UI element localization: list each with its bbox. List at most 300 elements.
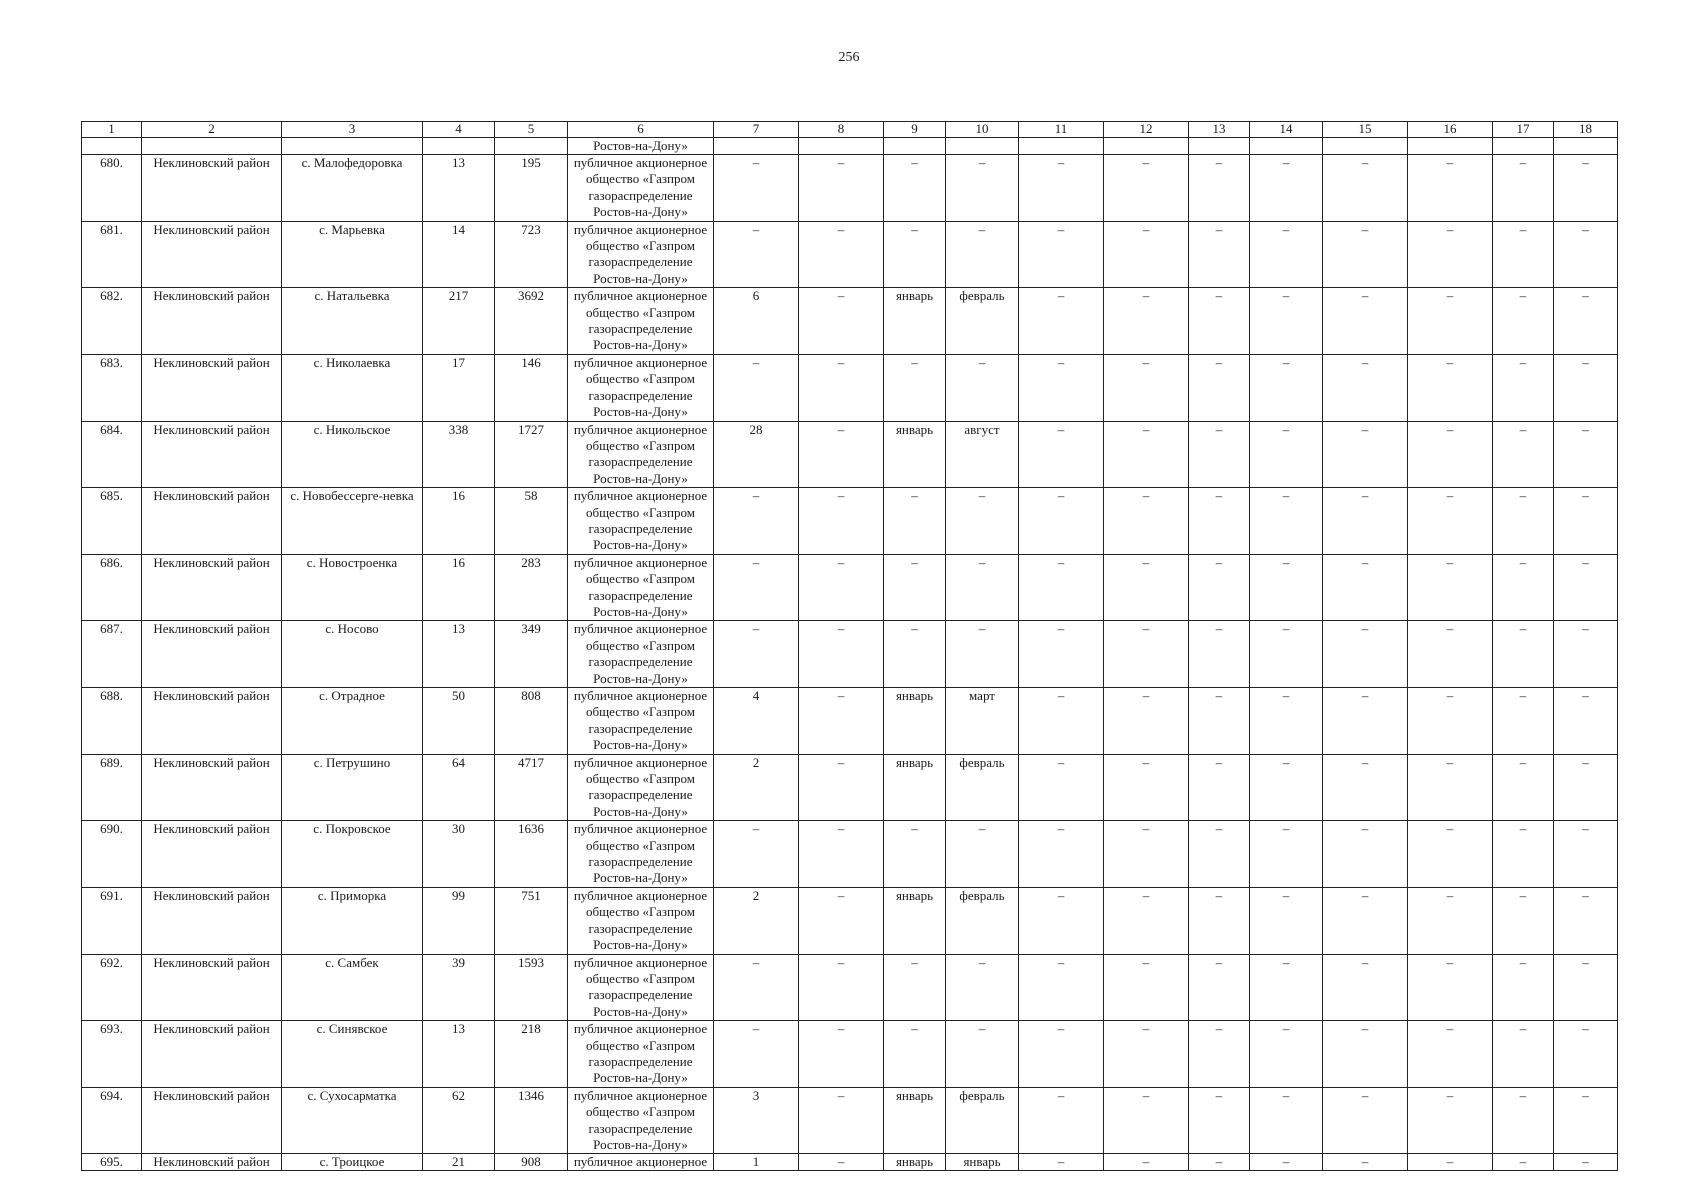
table-cell: 4717 [495, 754, 568, 821]
table-cell: – [1408, 1154, 1493, 1171]
table-cell: – [1493, 1154, 1554, 1171]
table-cell: – [1323, 155, 1408, 222]
table-cell: – [799, 1154, 884, 1171]
table-cell [1189, 138, 1250, 155]
table-cell: 691. [82, 887, 142, 954]
table-cell: – [884, 1021, 946, 1088]
table-cell: публичное акционерное общество «Газпром газораспределение Ростов-на-Дону» [568, 155, 714, 222]
table-cell: – [799, 155, 884, 222]
table-cell: март [946, 688, 1019, 755]
table-cell: – [1250, 554, 1323, 621]
column-number: 14 [1250, 122, 1323, 138]
table-cell: – [1323, 288, 1408, 355]
table-cell: 694. [82, 1087, 142, 1154]
table-cell: – [1019, 1087, 1104, 1154]
table-cell: январь [884, 1154, 946, 1171]
table-cell: 3692 [495, 288, 568, 355]
table-cell: – [1189, 1087, 1250, 1154]
table-cell: – [1189, 155, 1250, 222]
table-cell: Неклиновский район [142, 954, 282, 1021]
table-cell: – [946, 221, 1019, 288]
table-cell: – [799, 887, 884, 954]
table-cell: 688. [82, 688, 142, 755]
table-cell: 751 [495, 887, 568, 954]
table-cell: – [799, 488, 884, 555]
table-cell: – [946, 354, 1019, 421]
table-cell: 908 [495, 1154, 568, 1171]
table-cell: – [1250, 1021, 1323, 1088]
table-cell: публичное акционерное общество «Газпром газораспределение Ростов-на-Дону» [568, 754, 714, 821]
table-cell [495, 138, 568, 155]
table-cell [282, 138, 423, 155]
table-cell: – [1250, 155, 1323, 222]
table-cell: – [1104, 1021, 1189, 1088]
table-cell: – [1189, 621, 1250, 688]
table-cell: 692. [82, 954, 142, 1021]
table-row [82, 1087, 1618, 1154]
table-cell: – [1019, 554, 1104, 621]
table-cell: – [1493, 821, 1554, 888]
table-cell: – [1189, 954, 1250, 1021]
table-cell: – [1323, 488, 1408, 555]
table-cell: 21 [423, 1154, 495, 1171]
table-cell: – [1554, 1154, 1618, 1171]
table-cell: 682. [82, 288, 142, 355]
table-cell: – [799, 821, 884, 888]
table-cell: – [714, 221, 799, 288]
table-cell: – [1408, 288, 1493, 355]
table-cell: – [946, 554, 1019, 621]
table-cell: 50 [423, 688, 495, 755]
table-cell: 3 [714, 1087, 799, 1154]
table-cell: – [1019, 954, 1104, 1021]
table-cell: – [1408, 1021, 1493, 1088]
page-number: 256 [838, 50, 860, 65]
table-cell: Неклиновский район [142, 488, 282, 555]
table-cell: 16 [423, 488, 495, 555]
table-cell: – [1493, 554, 1554, 621]
table-cell: – [884, 221, 946, 288]
table-cell: январь [884, 688, 946, 755]
table-cell: февраль [946, 887, 1019, 954]
table-cell: – [1408, 621, 1493, 688]
table-cell: 62 [423, 1087, 495, 1154]
table-cell [1554, 138, 1618, 155]
table-cell: с. Сухосарматка [282, 1087, 423, 1154]
table-cell: публичное акционерное общество «Газпром газораспределение Ростов-на-Дону» [568, 621, 714, 688]
table-cell: 13 [423, 621, 495, 688]
table-cell: – [1019, 1154, 1104, 1171]
table-cell: – [1250, 354, 1323, 421]
table-cell: – [1250, 688, 1323, 755]
table-cell: с. Петрушино [282, 754, 423, 821]
table-cell: – [1250, 288, 1323, 355]
table-cell: 146 [495, 354, 568, 421]
table-cell: – [799, 954, 884, 1021]
table-cell [142, 138, 282, 155]
table-cell: январь [884, 887, 946, 954]
table-row [82, 421, 1618, 488]
column-number: 1 [82, 122, 142, 138]
table-cell: публичное акционерное общество «Газпром газораспределение Ростов-на-Дону» [568, 421, 714, 488]
table-cell: – [1104, 1087, 1189, 1154]
table-cell: – [714, 821, 799, 888]
table-cell: публичное акционерное общество «Газпром газораспределение Ростов-на-Дону» [568, 688, 714, 755]
table-cell [1104, 138, 1189, 155]
table-row [82, 155, 1618, 222]
table-cell: 14 [423, 221, 495, 288]
table-cell: 690. [82, 821, 142, 888]
table-cell: – [1493, 421, 1554, 488]
table-cell: – [1019, 621, 1104, 688]
table-cell: – [1408, 155, 1493, 222]
table-cell: с. Самбек [282, 954, 423, 1021]
table-cell [82, 138, 142, 155]
table-cell: 13 [423, 155, 495, 222]
table-cell: – [1493, 688, 1554, 755]
table-cell: – [714, 554, 799, 621]
table-cell: Неклиновский район [142, 1087, 282, 1154]
table-cell: – [946, 621, 1019, 688]
table-cell: 687. [82, 621, 142, 688]
table-cell: 1727 [495, 421, 568, 488]
table-cell: – [1250, 754, 1323, 821]
table-cell: – [1019, 821, 1104, 888]
table-cell: – [1554, 1087, 1618, 1154]
table-cell [1019, 138, 1104, 155]
table-row [82, 554, 1618, 621]
table-cell: – [714, 155, 799, 222]
table-cell: 218 [495, 1021, 568, 1088]
table-cell: – [1554, 754, 1618, 821]
table-cell: 39 [423, 954, 495, 1021]
table-cell: – [1408, 1087, 1493, 1154]
table-cell: – [1189, 1021, 1250, 1088]
table-cell [799, 138, 884, 155]
table-cell: – [1104, 1154, 1189, 1171]
table-cell: – [1493, 954, 1554, 1021]
table-cell: 28 [714, 421, 799, 488]
table-cell: – [1189, 421, 1250, 488]
table-cell: – [1554, 954, 1618, 1021]
table-cell: – [1189, 354, 1250, 421]
table-cell: – [1189, 754, 1250, 821]
table-cell: Неклиновский район [142, 554, 282, 621]
table-cell: – [1493, 221, 1554, 288]
table-cell: Неклиновский район [142, 821, 282, 888]
table-cell: – [799, 288, 884, 355]
table-row [82, 821, 1618, 888]
table-cell: – [799, 354, 884, 421]
table-cell: Неклиновский район [142, 754, 282, 821]
table-cell: – [1323, 1154, 1408, 1171]
table-cell: с. Троицкое [282, 1154, 423, 1171]
table-cell: – [1250, 821, 1323, 888]
table-cell: публичное акционерное общество «Газпром газораспределение Ростов-на-Дону» [568, 354, 714, 421]
table-cell: – [1250, 621, 1323, 688]
table-row [82, 754, 1618, 821]
table-cell: – [1554, 155, 1618, 222]
table-cell: – [1408, 954, 1493, 1021]
table-cell: 99 [423, 887, 495, 954]
table-cell: 723 [495, 221, 568, 288]
table-cell: – [1104, 488, 1189, 555]
table-cell: январь [884, 288, 946, 355]
table-cell: – [1019, 1021, 1104, 1088]
table-cell: 30 [423, 821, 495, 888]
table-cell: – [1554, 887, 1618, 954]
table-cell: – [1104, 688, 1189, 755]
table-cell: 693. [82, 1021, 142, 1088]
table-cell: Неклиновский район [142, 887, 282, 954]
table-cell: – [1104, 554, 1189, 621]
table-cell: публичное акционерное общество «Газпром газораспределение Ростов-на-Дону» [568, 221, 714, 288]
table-cell: 680. [82, 155, 142, 222]
table-cell: – [1104, 155, 1189, 222]
table-cell: – [1104, 954, 1189, 1021]
column-number: 18 [1554, 122, 1618, 138]
table-cell: 1636 [495, 821, 568, 888]
table-row [82, 488, 1618, 555]
table-cell: – [1323, 887, 1408, 954]
table-cell: публичное акционерное общество «Газпром газораспределение Ростов-на-Дону» [568, 1087, 714, 1154]
table-cell: – [714, 488, 799, 555]
table-cell: – [1104, 354, 1189, 421]
table-cell: – [1189, 688, 1250, 755]
table-cell: 686. [82, 554, 142, 621]
table-cell: 685. [82, 488, 142, 555]
continuation-row [82, 138, 1618, 155]
table-body [82, 122, 1618, 1171]
table-cell: 6 [714, 288, 799, 355]
column-number: 12 [1104, 122, 1189, 138]
table-cell: – [1104, 421, 1189, 488]
table-cell: 689. [82, 754, 142, 821]
table-cell: – [799, 421, 884, 488]
table-cell [1493, 138, 1554, 155]
table-cell: с. Новостроенка [282, 554, 423, 621]
table-cell: с. Новобессерге-невка [282, 488, 423, 555]
table-cell [1250, 138, 1323, 155]
table-cell: – [1408, 488, 1493, 555]
table-row [82, 954, 1618, 1021]
table-cell: – [714, 1021, 799, 1088]
table-cell: январь [884, 1087, 946, 1154]
table-row [82, 1154, 1618, 1171]
table-cell: – [1250, 421, 1323, 488]
table-cell: – [1554, 421, 1618, 488]
table-cell: – [1408, 354, 1493, 421]
table-cell [1323, 138, 1408, 155]
table-cell: – [1104, 621, 1189, 688]
table-row [82, 221, 1618, 288]
table-cell: – [714, 621, 799, 688]
column-number: 16 [1408, 122, 1493, 138]
table-cell: февраль [946, 754, 1019, 821]
table-cell: – [1019, 221, 1104, 288]
table-cell: январь [946, 1154, 1019, 1171]
table-cell: – [1323, 354, 1408, 421]
table-cell: – [1250, 1154, 1323, 1171]
table-cell: 338 [423, 421, 495, 488]
table-row [82, 354, 1618, 421]
column-number: 6 [568, 122, 714, 138]
table-cell: с. Покровское [282, 821, 423, 888]
table-cell: 58 [495, 488, 568, 555]
table-cell: – [799, 221, 884, 288]
column-number: 2 [142, 122, 282, 138]
table-cell: – [1189, 887, 1250, 954]
table-cell: 1346 [495, 1087, 568, 1154]
table-row [82, 1021, 1618, 1088]
table-cell: – [1493, 354, 1554, 421]
table-cell: – [1493, 155, 1554, 222]
column-number: 9 [884, 122, 946, 138]
table-cell: – [1323, 754, 1408, 821]
table-cell: – [1019, 488, 1104, 555]
table-cell: с. Отрадное [282, 688, 423, 755]
table-cell: – [884, 554, 946, 621]
table-cell: – [1250, 488, 1323, 555]
column-number: 15 [1323, 122, 1408, 138]
table-cell: – [799, 554, 884, 621]
table-cell: – [1493, 754, 1554, 821]
table-cell: 683. [82, 354, 142, 421]
table-cell: – [1323, 1087, 1408, 1154]
table-cell: – [1493, 621, 1554, 688]
table-cell: – [799, 1087, 884, 1154]
table-cell: – [1493, 288, 1554, 355]
table-cell: 1593 [495, 954, 568, 1021]
table-cell: 13 [423, 1021, 495, 1088]
table-cell: – [1250, 954, 1323, 1021]
table-cell: – [1323, 954, 1408, 1021]
table-row [82, 621, 1618, 688]
table-cell: – [946, 954, 1019, 1021]
table-cell [946, 138, 1019, 155]
table-cell: – [1250, 1087, 1323, 1154]
table-cell: – [1250, 221, 1323, 288]
table-cell: – [1104, 887, 1189, 954]
table-row [82, 887, 1618, 954]
table-cell: – [1408, 887, 1493, 954]
table-cell: – [1493, 1021, 1554, 1088]
table-cell: – [1189, 1154, 1250, 1171]
table-cell: публичное акционерное общество «Газпром газораспределение Ростов-на-Дону» [568, 821, 714, 888]
table-cell: – [884, 354, 946, 421]
table-cell: – [799, 621, 884, 688]
column-number: 4 [423, 122, 495, 138]
table-cell: – [799, 688, 884, 755]
table-cell: с. Носово [282, 621, 423, 688]
table-cell: – [1019, 288, 1104, 355]
table-cell: Неклиновский район [142, 1154, 282, 1171]
table-cell: – [1493, 1087, 1554, 1154]
table-cell: – [1323, 554, 1408, 621]
column-number: 5 [495, 122, 568, 138]
table-cell: январь [884, 754, 946, 821]
table-cell: с. Николаевка [282, 354, 423, 421]
table-cell: – [1493, 887, 1554, 954]
table-cell: публичное акционерное общество «Газпром газораспределение Ростов-на-Дону» [568, 488, 714, 555]
table-cell: – [1408, 221, 1493, 288]
table-cell: 4 [714, 688, 799, 755]
table-cell: 2 [714, 754, 799, 821]
table-cell: – [884, 621, 946, 688]
table-cell: 2 [714, 887, 799, 954]
table-cell: – [1323, 821, 1408, 888]
table-cell: – [1104, 754, 1189, 821]
table-cell: – [1554, 288, 1618, 355]
table-cell: – [1250, 887, 1323, 954]
column-number: 7 [714, 122, 799, 138]
table-cell: февраль [946, 1087, 1019, 1154]
table-cell: – [799, 1021, 884, 1088]
table-cell: – [1189, 288, 1250, 355]
table-cell: публичное акционерное общество «Газпром газораспределение Ростов-на-Дону» [568, 288, 714, 355]
table-cell: – [1554, 554, 1618, 621]
table-cell: январь [884, 421, 946, 488]
table-cell: – [1554, 688, 1618, 755]
table-cell: – [1408, 821, 1493, 888]
table-cell: – [1189, 821, 1250, 888]
table-cell: 808 [495, 688, 568, 755]
table-cell: – [1554, 621, 1618, 688]
table-cell: – [1408, 688, 1493, 755]
table-cell: публичное акционерное общество «Газпром газораспределение Ростов-на-Дону» [568, 887, 714, 954]
table-row [82, 688, 1618, 755]
table-cell: – [1323, 421, 1408, 488]
column-number: 3 [282, 122, 423, 138]
table-cell: – [946, 821, 1019, 888]
table-cell: – [1323, 1021, 1408, 1088]
table-cell: Неклиновский район [142, 221, 282, 288]
column-number: 17 [1493, 122, 1554, 138]
table-cell: – [1554, 488, 1618, 555]
table-cell: – [1323, 688, 1408, 755]
table-cell: с. Приморка [282, 887, 423, 954]
table-cell: 64 [423, 754, 495, 821]
table-cell: – [884, 954, 946, 1021]
table-cell: 681. [82, 221, 142, 288]
table-cell: с. Никольское [282, 421, 423, 488]
table-cell: – [799, 754, 884, 821]
table-cell: Неклиновский район [142, 155, 282, 222]
column-number: 11 [1019, 122, 1104, 138]
table-cell: Неклиновский район [142, 354, 282, 421]
table-cell: публичное акционерное общество «Газпром газораспределение Ростов-на-Дону» [568, 954, 714, 1021]
table-cell: – [1323, 221, 1408, 288]
table-cell: публичное акционерное [568, 1154, 714, 1171]
table-cell: – [946, 488, 1019, 555]
table-cell: февраль [946, 288, 1019, 355]
table-cell: – [1554, 354, 1618, 421]
table-cell: 283 [495, 554, 568, 621]
table-cell: с. Синявское [282, 1021, 423, 1088]
table-cell: – [884, 821, 946, 888]
document-table [81, 121, 1618, 1171]
column-number: 8 [799, 122, 884, 138]
table-cell: Неклиновский район [142, 1021, 282, 1088]
table-cell: август [946, 421, 1019, 488]
table-cell: 195 [495, 155, 568, 222]
table-cell: – [1554, 821, 1618, 888]
table-cell [423, 138, 495, 155]
table-cell: с. Натальевка [282, 288, 423, 355]
table-cell: – [1104, 221, 1189, 288]
table-cell: – [714, 354, 799, 421]
table-cell: 349 [495, 621, 568, 688]
